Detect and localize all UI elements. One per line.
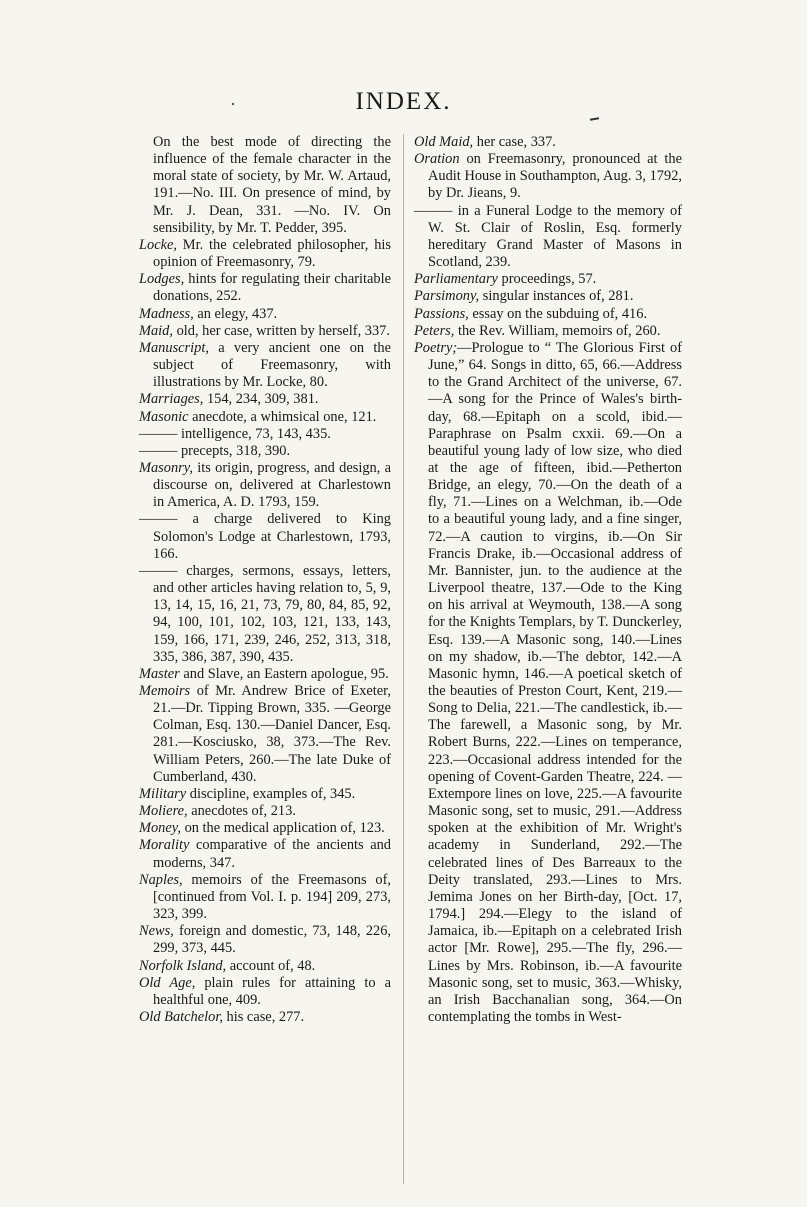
- entry-heading: Lodges,: [139, 271, 185, 288]
- index-entry: [139, 958, 391, 975]
- index-entry: [414, 134, 682, 151]
- entry-text: 154, 234, 309, 381.: [203, 391, 319, 408]
- entry-text: on Freemasonry, pronounced at the Audit House in Southampton, Aug. 3, 1792, by Dr. Jieans, 9.: [428, 151, 682, 202]
- index-entry: [414, 288, 682, 305]
- entry-heading: ———: [414, 202, 453, 219]
- entry-text: of Mr. Andrew Brice of Exeter, 21.—Dr. Tipping Brown, 335. —George Colman, Esq. 130.—Daniel Dancer, Esq. 281.—Kosciusko, 38, 373.—The Rev. William Peters, 260.—The late Duke of Cumberland, 430.: [153, 683, 391, 785]
- entry-text: On the best mode of directing the influence of the female character in the moral state of society, by Mr. W. Artaud, 191.—No. III. On presence of mind, by Mr. J. Dean, 331. —No. IV. On sensibility, by Mr. T. Pedder, 395.: [153, 134, 391, 236]
- entry-text: precepts, 318, 390.: [177, 442, 291, 459]
- entry-heading: Parliamentary: [414, 271, 498, 288]
- entry-heading: Old Maid,: [414, 134, 474, 150]
- index-entry: [139, 409, 391, 426]
- entry-heading: Parsimony,: [414, 288, 480, 305]
- entry-heading: ———: [139, 511, 178, 528]
- entry-text: anecdotes of, 213.: [187, 803, 296, 820]
- entry-text: his case, 277.: [222, 1008, 305, 1025]
- entry-heading: Master: [139, 665, 180, 682]
- index-entry: [414, 271, 682, 288]
- entry-text: essay on the subduing of, 416.: [468, 305, 648, 322]
- entry-heading: Norfolk Island,: [139, 957, 227, 974]
- index-entry: [139, 820, 391, 837]
- ink-mark: [590, 117, 599, 121]
- entry-heading: Poetry;: [414, 339, 458, 356]
- entry-text: proceedings, 57.: [497, 271, 597, 288]
- entry-text: memoirs of the Freemasons of, [continued from Vol. I. p. 194] 209, 273, 323, 399.: [153, 871, 391, 923]
- entry-heading: Masonic: [139, 408, 189, 425]
- entry-text: on the medical application of, 123.: [180, 820, 385, 837]
- entry-heading: Masonry,: [139, 459, 193, 476]
- index-entry: [139, 872, 391, 923]
- entry-heading: Maid,: [139, 322, 173, 339]
- index-entry: [139, 803, 391, 820]
- index-entry: [139, 323, 391, 340]
- entry-heading: News,: [139, 923, 174, 940]
- entry-heading: Oration: [414, 151, 460, 168]
- entry-heading: ———: [139, 425, 178, 442]
- entry-text: a very ancient one on the subject of Freemasonry, with illustrations by Mr. Locke, 80.: [153, 339, 391, 391]
- entry-heading: Passions,: [414, 305, 469, 322]
- index-entry: [139, 1009, 391, 1026]
- index-entry: [139, 340, 391, 391]
- entry-text: and Slave, an Eastern apologue, 95.: [179, 665, 389, 682]
- page-title: INDEX.: [355, 88, 452, 115]
- entry-text: comparative of the ancients and moderns, 347.: [153, 837, 391, 871]
- index-entry: [139, 426, 391, 443]
- index-entry: [139, 306, 391, 323]
- entry-heading: Memoirs: [139, 683, 191, 699]
- index-entry: [139, 271, 391, 305]
- index-entry: [139, 391, 391, 408]
- entry-heading: Old Age,: [139, 974, 196, 991]
- index-entry: [414, 151, 682, 202]
- entry-heading: Moliere,: [139, 803, 188, 820]
- entry-heading: ———: [139, 442, 178, 459]
- entry-text: foreign and domestic, 73, 148, 226, 299, 373, 445.: [153, 923, 391, 957]
- entry-text: singular instances of, 281.: [479, 288, 634, 305]
- entry-text: —Prologue to “ The Glorious First of June,” 64. Songs in ditto, 65, 66.—Address to the Grand Architect of the universe, 67.—A song for the Prince of Wales's birth-day, 68.—Epitaph on a scold, ibid.—Paraphrase on Psalm cxxii. 69.—On a beautiful young lady of low size, who died at the age of fifteen, ibid.—Petherton Bridge, an elegy, 70.—On the death of a fly, 71.—Lines on a Welchman, ib.—Ode to a beautiful young lady, and a fine singer, 72.—A caution to virgins, ib.—On Sir Francis Drake, ib.—Occasional address of Mr. Bannister, jun. to the audience at the Liverpool theatre, 137.—Ode to the King on his arrival at Weymouth, 138.—A song for the Knights Templars, by T. Dunckerley, Esq. 139.—A Masonic song, 140.—Lines on my shadow, ib.—The debtor, 142.—A Masonic hymn, 146.—A poetical sketch of the beauties of Preston Court, Kent, 219.—Song to Delia, 221.—The candlestick, ib.—The farewell, a Masonic song, by Mr. Robert Burns, 222.—Lines on temperance, 223.—Occasional address intended for the opening of Covent-Garden Theatre, 224. —Extempore lines on love, 225.—A favourite Masonic song, set to music, 291.—Address spoken at the exhibition of Mr. Wright's academy in Sunderland, 292.—The celebrated lines of Des Barreaux to the Deity translated, 293.—Lines to Mrs. Jemima Jones on her Birth-day, [Oct. 17, 1794.] 294.—Elegy to the island of Jamaica, ib.—Epitaph on a celebrated Irish actor [Mr. Rowe], 295.—The fly, 296.—Lines by Mrs. Robinson, ib.—A favourite Masonic song, set to music, 363.—Whisky, an Irish Bacchanalian song, 364.—On contemplating the tombs in West-: [428, 339, 682, 1025]
- index-entry: [139, 837, 391, 871]
- index-entry: [139, 786, 391, 803]
- entry-text: old, her case, written by herself, 337.: [172, 322, 390, 339]
- index-entry: [139, 134, 391, 237]
- entry-text: hints for regulating their charitable donations, 252.: [153, 271, 391, 305]
- entry-text: its origin, progress, and design, a discourse on, delivered at Charlestown in America, A. D. 1793, 159.: [153, 459, 391, 511]
- entry-text: the Rev. William, memoirs of, 260.: [454, 322, 661, 339]
- column-divider: [403, 134, 404, 1184]
- entry-text: intelligence, 73, 143, 435.: [177, 425, 331, 442]
- entry-heading: Locke,: [139, 236, 177, 253]
- entry-heading: Peters,: [414, 322, 455, 339]
- index-entry: [139, 443, 391, 460]
- entry-heading: Money,: [139, 820, 181, 837]
- index-entry: [414, 306, 682, 323]
- entry-heading: Madness,: [139, 305, 194, 322]
- entry-heading: ———: [139, 562, 178, 579]
- entry-text: plain rules for attaining to a healthful one, 409.: [153, 974, 391, 1008]
- entry-text: an elegy, 437.: [193, 305, 278, 322]
- index-entry: [139, 237, 391, 271]
- entry-text: charges, sermons, essays, letters, and other articles having relation to, 5, 9, 13, 14, 15, 16, 21, 73, 79, 80, 84, 85, 92, 94, 100, 101, 102, 103, 121, 133, 143, 159, 166, 171, 239, 246, 252, 313, 318, 335, 386, 387, 390, 435.: [153, 562, 391, 665]
- left-column: [139, 134, 391, 1026]
- entry-text: Mr. the celebrated philosopher, his opinion of Freemasonry, 79.: [153, 236, 391, 271]
- entry-text: account of, 48.: [226, 957, 316, 974]
- index-entry: [414, 323, 682, 340]
- entry-heading: Old Batchelor,: [139, 1008, 223, 1025]
- index-entry: [139, 563, 391, 666]
- index-entry: [139, 923, 391, 957]
- entry-text: a charge delivered to King Solomon's Lodge at Charlestown, 1793, 166.: [153, 511, 391, 562]
- index-entry: [414, 203, 682, 272]
- index-entry: [139, 975, 391, 1009]
- entry-heading: Morality: [139, 837, 190, 854]
- index-entry: [139, 511, 391, 562]
- entry-heading: Marriages,: [139, 391, 204, 408]
- index-entry: [139, 666, 391, 683]
- entry-text: in a Funeral Lodge to the memory of W. St. Clair of Roslin, Esq. formerly hereditary Grand Master of Masons in Scotland, 239.: [428, 202, 682, 271]
- entry-heading: Manuscript,: [139, 339, 209, 356]
- index-entry: [139, 460, 391, 511]
- entry-heading: Military: [139, 785, 187, 802]
- index-entry: [139, 683, 391, 786]
- entry-text: anecdote, a whimsical one, 121.: [188, 408, 377, 425]
- entry-heading: Naples,: [139, 871, 183, 888]
- entry-text: her case, 337.: [473, 134, 556, 150]
- entry-text: discipline, examples of, 345.: [186, 785, 356, 802]
- right-column: [414, 134, 682, 1026]
- index-entry: [414, 340, 682, 1026]
